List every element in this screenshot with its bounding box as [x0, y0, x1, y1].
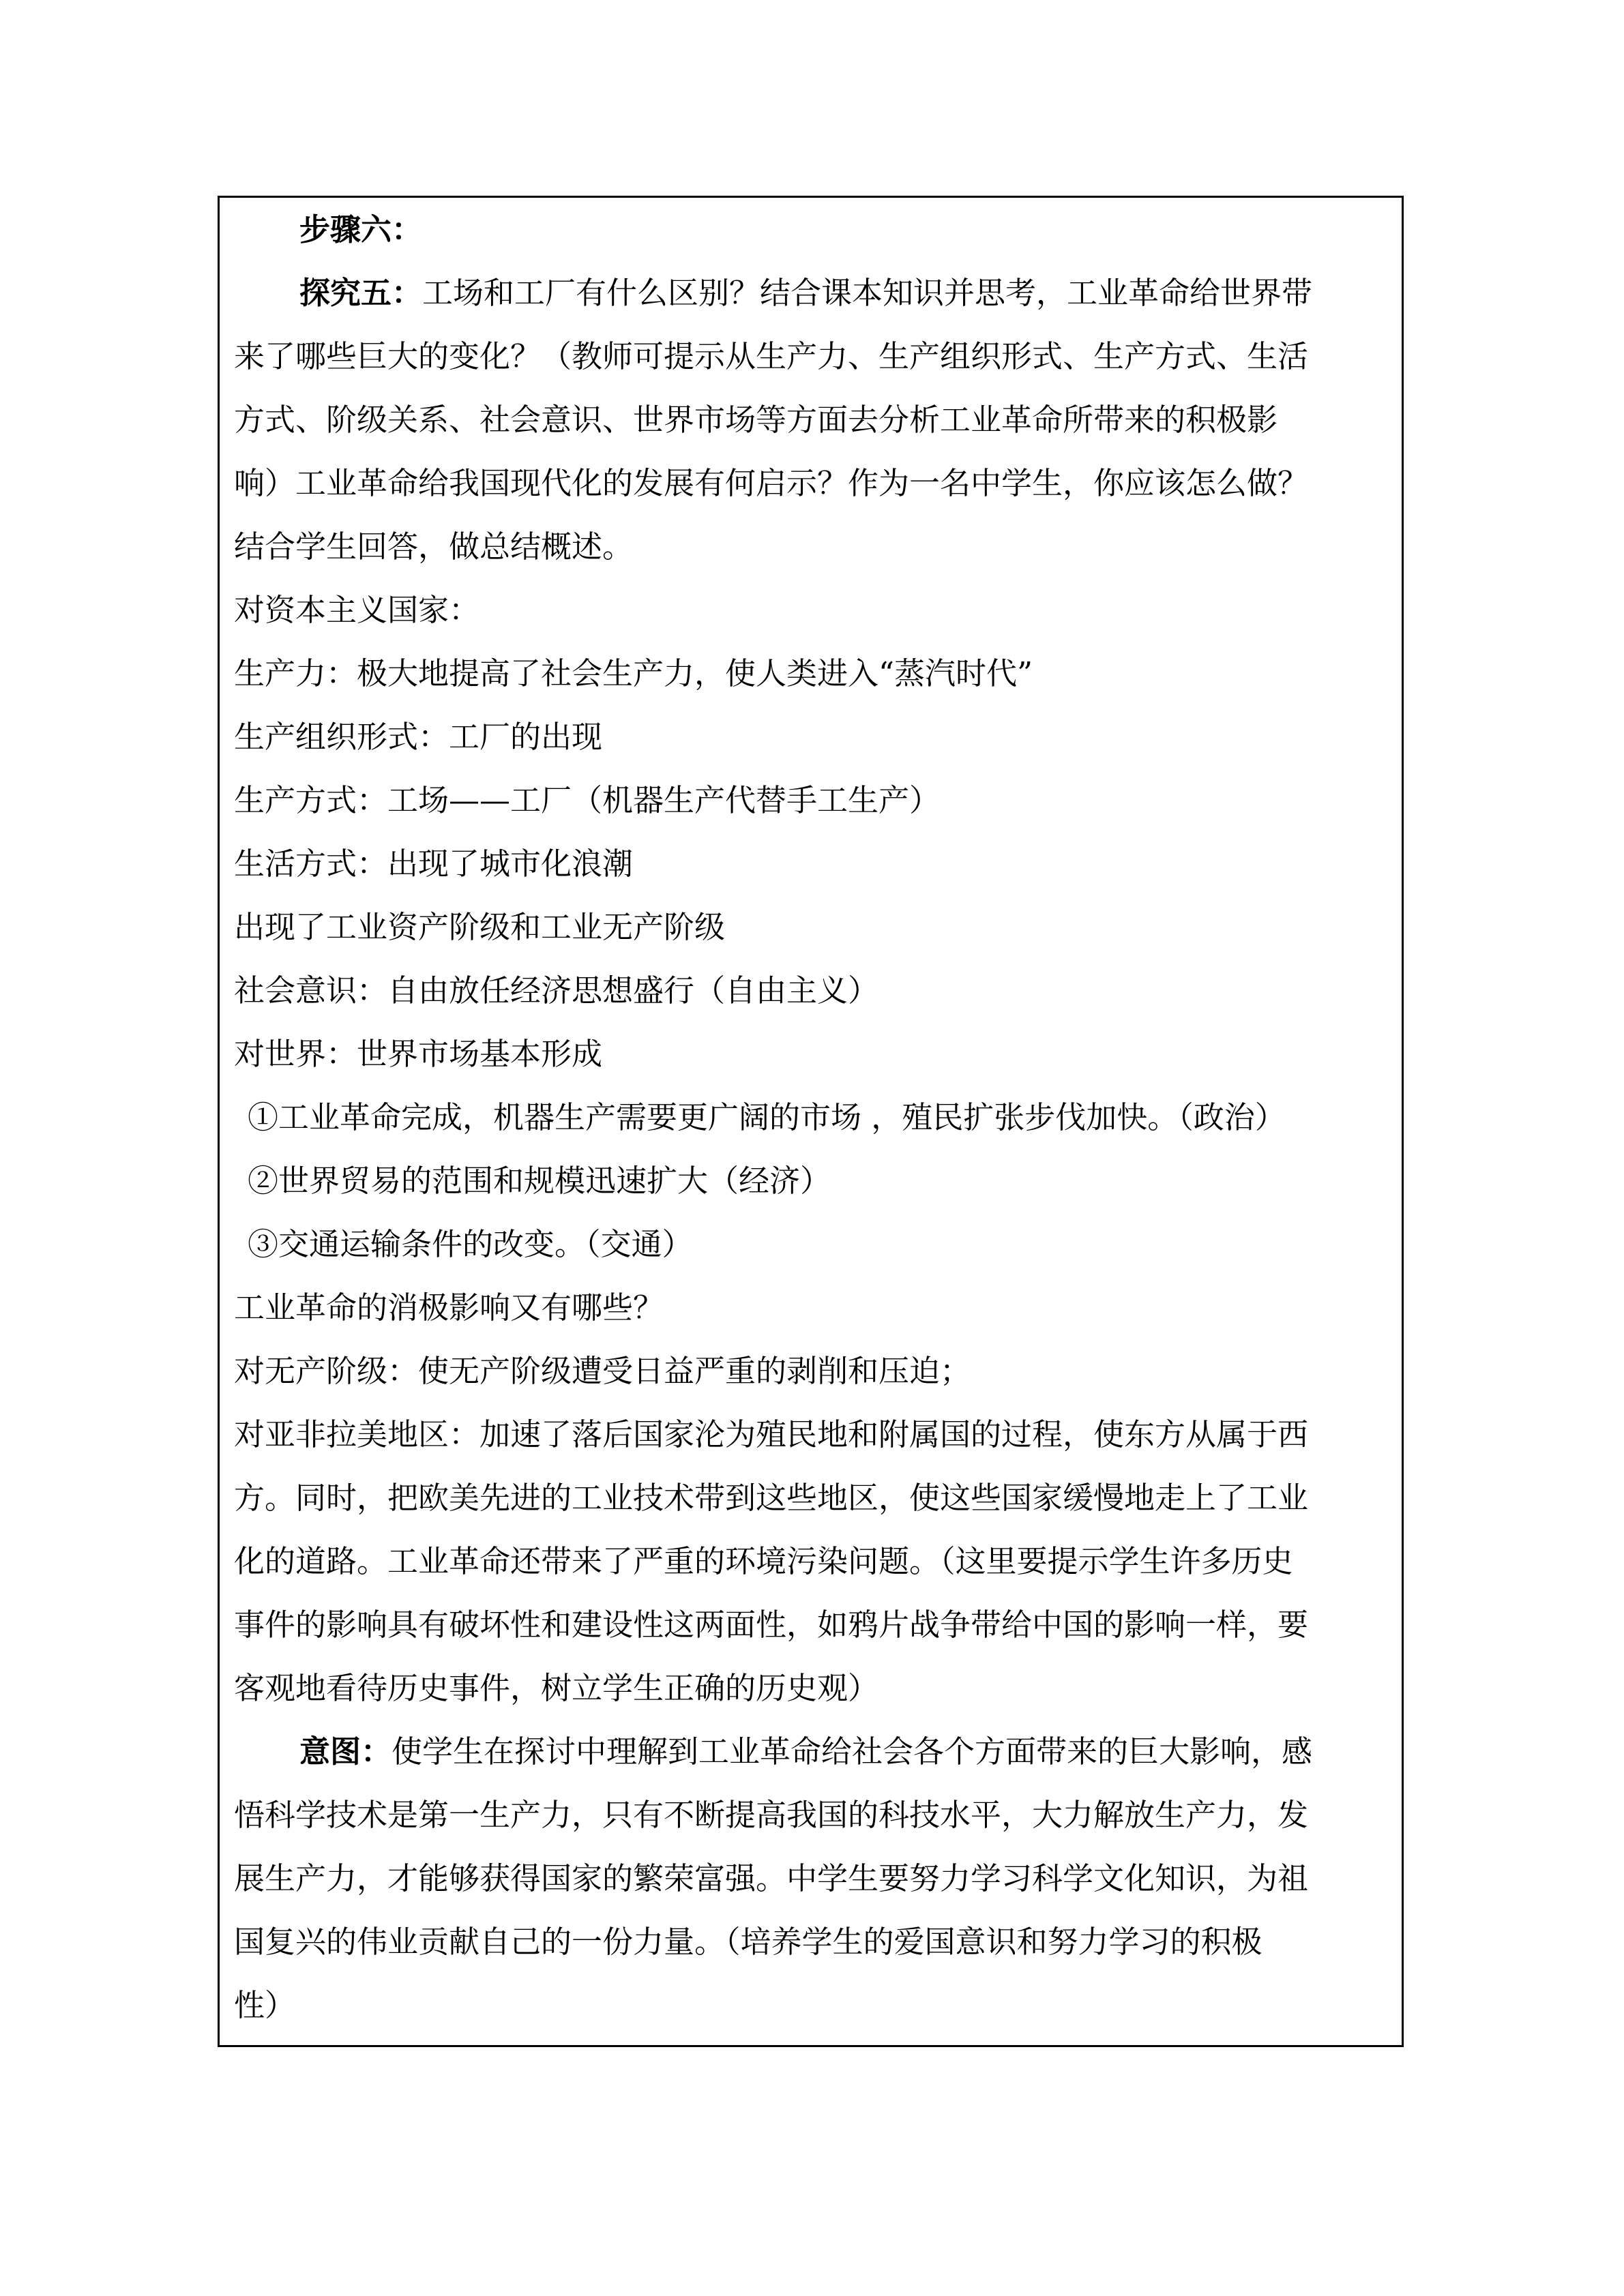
line-text: 生产力：极大地提高了社会生产力，使人类进入“蒸汽时代”	[234, 655, 1033, 691]
explore-label: 探究五：	[299, 275, 423, 311]
paragraph-line	[234, 261, 1380, 325]
paragraph-line	[234, 1593, 1380, 1656]
line-text: 方。同时，把欧美先进的工业技术带到这些地区，使这些国家缓慢地走上了工业	[234, 1480, 1309, 1516]
paragraph-line	[234, 1530, 1380, 1593]
paragraph-line	[234, 1466, 1380, 1530]
paragraph-line	[234, 895, 1380, 959]
line-text: ③交通运输条件的改变。（交通）	[248, 1226, 693, 1262]
line-text: 工业革命的消极影响又有哪些？	[234, 1289, 664, 1326]
line-text: 对无产阶级：使无产阶级遭受日益严重的剥削和压迫；	[234, 1353, 971, 1389]
paragraph-line	[234, 1403, 1380, 1466]
line-text: 国复兴的伟业贡献自己的一份力量。（培养学生的爱国意识和努力学习的积极	[234, 1924, 1263, 1960]
line-text: 来了哪些巨大的变化？（教师可提示从生产力、生产组织形式、生产方式、生活	[234, 338, 1309, 374]
lesson-content	[234, 198, 1380, 2037]
paragraph-line	[234, 959, 1380, 1022]
line-text: 事件的影响具有破坏性和建设性这两面性，如鸦片战争带给中国的影响一样，要	[234, 1607, 1309, 1643]
paragraph-line	[234, 515, 1380, 578]
paragraph-line	[234, 325, 1380, 388]
paragraph-line	[234, 1910, 1380, 1973]
line-text: 悟科学技术是第一生产力，只有不断提高我国的科技水平，大力解放生产力，发	[234, 1797, 1309, 1833]
line-text: 生产方式：工场——工厂（机器生产代替手工生产）	[234, 782, 941, 818]
line-text: 对资本主义国家：	[234, 592, 480, 628]
intent-label: 意图：	[299, 1733, 392, 1770]
line-text: 使学生在探讨中理解到工业革命给社会各个方面带来的巨大影响，感	[392, 1733, 1313, 1770]
line-text: 结合学生回答，做总结概述。	[234, 528, 634, 565]
heading-step-six	[234, 198, 1380, 261]
list-item	[234, 1212, 1380, 1276]
line-text: 对世界：世界市场基本形成	[234, 1036, 603, 1072]
line-text: ②世界贸易的范围和规模迅速扩大（经济）	[248, 1163, 831, 1199]
paragraph-line	[234, 1973, 1380, 2037]
paragraph-line	[234, 1783, 1380, 1847]
line-text: 响）工业革命给我国现代化的发展有何启示？作为一名中学生，你应该怎么做？	[234, 465, 1309, 501]
paragraph-line	[234, 451, 1380, 515]
paragraph-line	[234, 578, 1380, 642]
paragraph-line	[234, 1276, 1380, 1339]
line-text: 社会意识：自由放任经济思想盛行（自由主义）	[234, 972, 879, 1009]
paragraph-line	[234, 642, 1380, 705]
line-text: ①工业革命完成，机器生产需要更广阔的市场 ，殖民扩张步伐加快。（政治）	[248, 1099, 1286, 1135]
paragraph-line	[234, 769, 1380, 832]
paragraph-line	[234, 1720, 1380, 1783]
line-text: 性）	[234, 1987, 296, 2023]
paragraph-line	[234, 832, 1380, 895]
line-text: 展生产力，才能够获得国家的繁荣富强。中学生要努力学习科学文化知识，为祖	[234, 1860, 1309, 1896]
list-item	[234, 1086, 1380, 1149]
paragraph-line	[234, 388, 1380, 451]
line-text: 化的道路。工业革命还带来了严重的环境污染问题。（这里要提示学生许多历史	[234, 1543, 1293, 1579]
line-text: 生活方式：出现了城市化浪潮	[234, 846, 634, 882]
line-text: 生产组织形式：工厂的出现	[234, 719, 603, 755]
step-label: 步骤六：	[299, 211, 423, 248]
paragraph-line	[234, 705, 1380, 769]
line-text: 工场和工厂有什么区别？结合课本知识并思考，工业革命给世界带	[422, 275, 1313, 311]
line-text: 方式、阶级关系、社会意识、世界市场等方面去分析工业革命所带来的积极影	[234, 402, 1278, 438]
paragraph-line	[234, 1339, 1380, 1403]
list-item	[234, 1149, 1380, 1212]
line-text: 对亚非拉美地区：加速了落后国家沦为殖民地和附属国的过程，使东方从属于西	[234, 1416, 1309, 1452]
line-text: 客观地看待历史事件，树立学生正确的历史观）	[234, 1670, 879, 1706]
paragraph-line	[234, 1847, 1380, 1910]
line-text: 出现了工业资产阶级和工业无产阶级	[234, 909, 726, 945]
paragraph-line	[234, 1022, 1380, 1086]
paragraph-line	[234, 1656, 1380, 1720]
